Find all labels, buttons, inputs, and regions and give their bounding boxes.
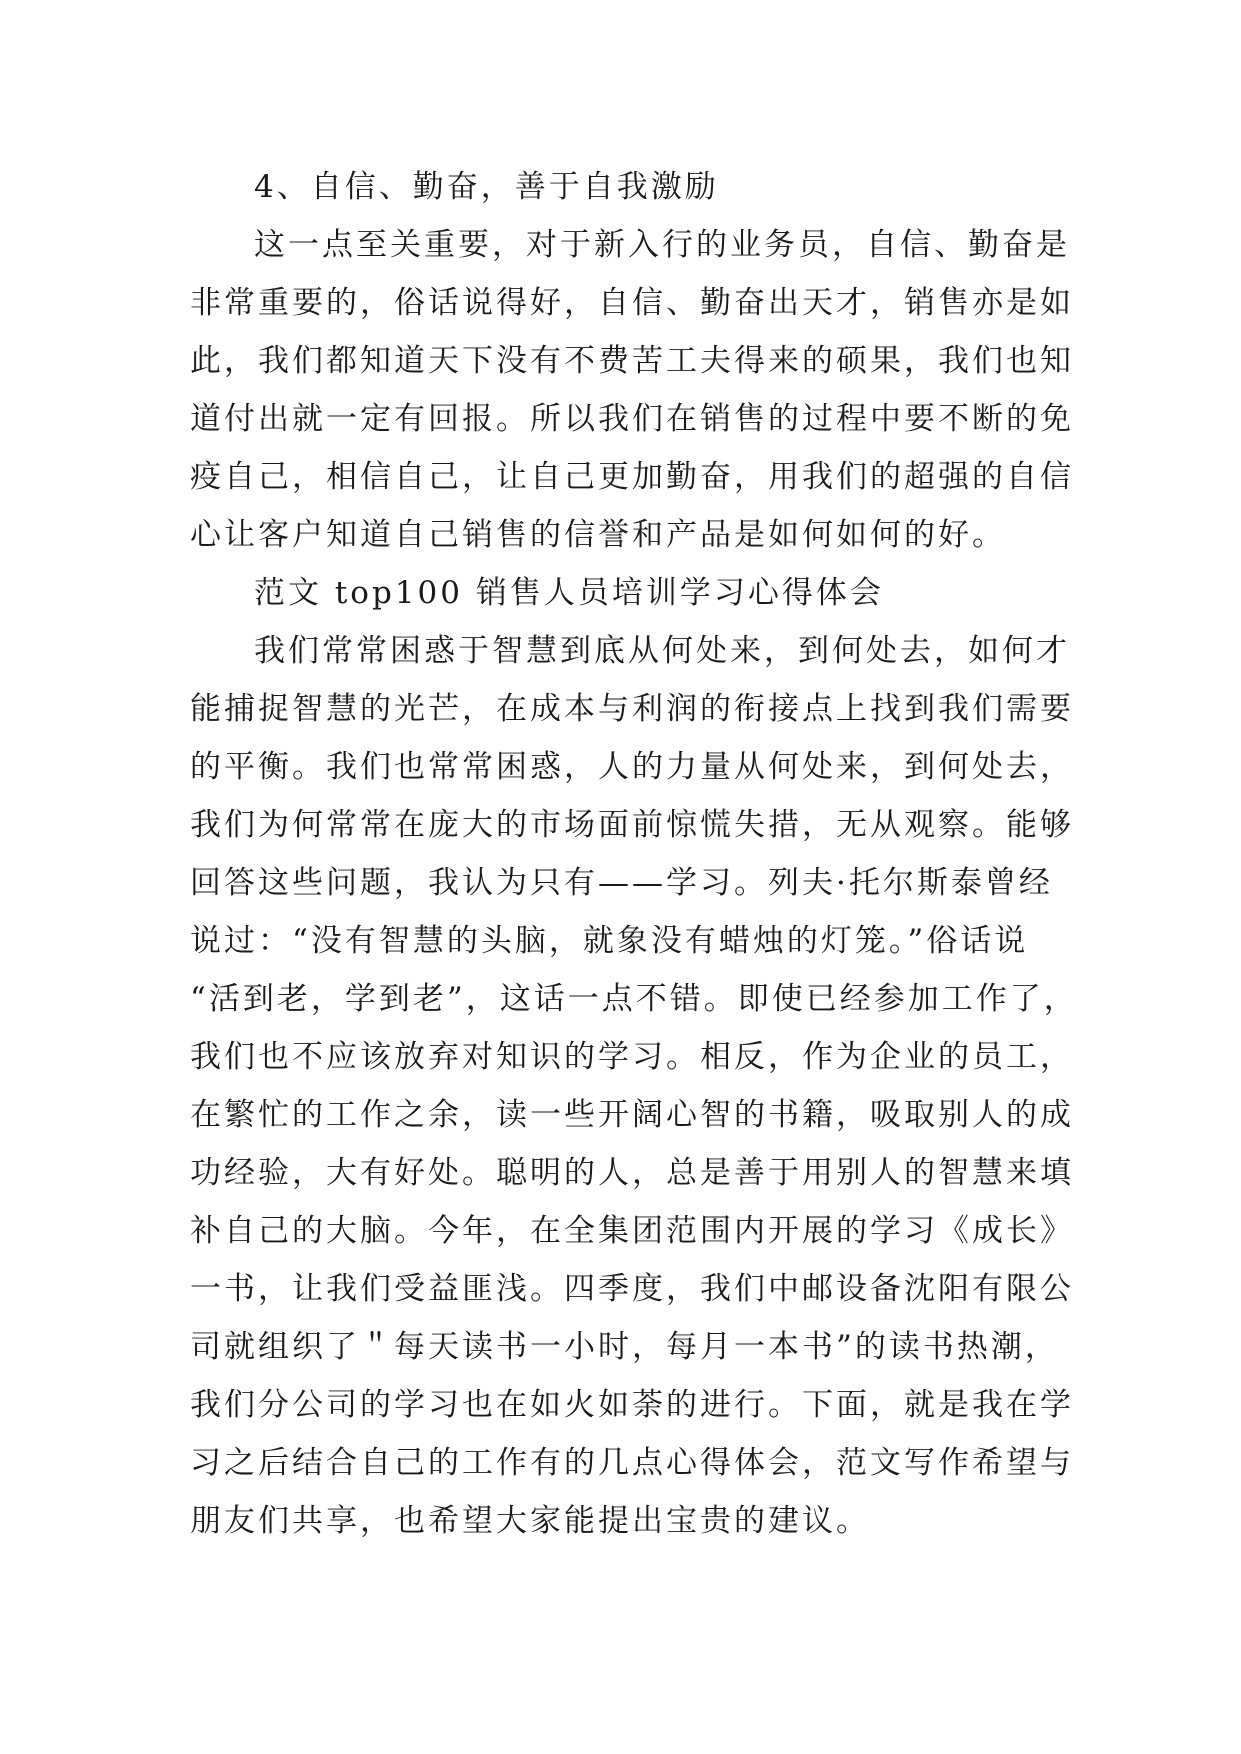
paragraph-line: 道付出就一定有回报。所以我们在销售的过程中要不断的免 [190,401,1074,437]
paragraph-line: 我们也不应该放弃对知识的学习。相反，作为企业的员工， [190,1039,1074,1075]
paragraph-line: “活到老，学到老”，这话一点不错。即使已经参加工作了， [190,981,1078,1017]
paragraph-line: 我们分公司的学习也在如火如荼的进行。下面，就是我在学 [190,1387,1074,1423]
paragraph-line: 功经验，大有好处。聪明的人，总是善于用别人的智慧来填 [190,1155,1074,1191]
paragraph-line: 此，我们都知道天下没有不费苦工夫得来的硕果，我们也知 [190,343,1074,379]
paragraph-line: 我们为何常常在庞大的市场面前惊慌失措，无从观察。能够 [190,807,1074,843]
section-heading: 4、自信、勤奋，善于自我激励 [254,169,719,205]
paragraph-line: 回答这些问题，我认为只有——学习。列夫·托尔斯泰曾经 [190,865,1053,901]
document-body [190,158,1078,1550]
paragraph-line: 习之后结合自己的工作有的几点心得体会，范文写作希望与 [190,1445,1074,1481]
paragraph-line: 朋友们共享，也希望大家能提出宝贵的建议。 [190,1503,870,1539]
paragraph-line: 能捕捉智慧的光芒，在成本与利润的衔接点上找到我们需要 [190,691,1074,727]
paragraph-line: 非常重要的，俗话说得好，自信、勤奋出天才，销售亦是如 [190,285,1074,321]
article-title: 范文 top100 销售人员培训学习心得体会 [254,575,884,611]
paragraph-line: 心让客户知道自己销售的信誉和产品是如何如何的好。 [190,517,1006,553]
paragraph-line: 司就组织了＂每天读书一小时，每月一本书”的读书热潮， [190,1329,1059,1365]
paragraph-line: 我们常常困惑于智慧到底从何处来，到何处去，如何才 [254,633,1070,669]
paragraph-line: 说过：“没有智慧的头脑，就象没有蜡烛的灯笼。”俗话说 [190,923,1029,959]
paragraph-line: 疫自己，相信自己，让自己更加勤奋，用我们的超强的自信 [190,459,1074,495]
paragraph-line: 这一点至关重要，对于新入行的业务员，自信、勤奋是 [254,227,1070,263]
paragraph-line: 的平衡。我们也常常困惑，人的力量从何处来，到何处去， [190,749,1074,785]
paragraph-line: 补自己的大脑。今年，在全集团范围内开展的学习《成长》 [190,1213,1074,1249]
paragraph-line: 在繁忙的工作之余，读一些开阔心智的书籍，吸取别人的成 [190,1097,1074,1133]
paragraph-line: 一书，让我们受益匪浅。四季度，我们中邮设备沈阳有限公 [190,1271,1074,1307]
